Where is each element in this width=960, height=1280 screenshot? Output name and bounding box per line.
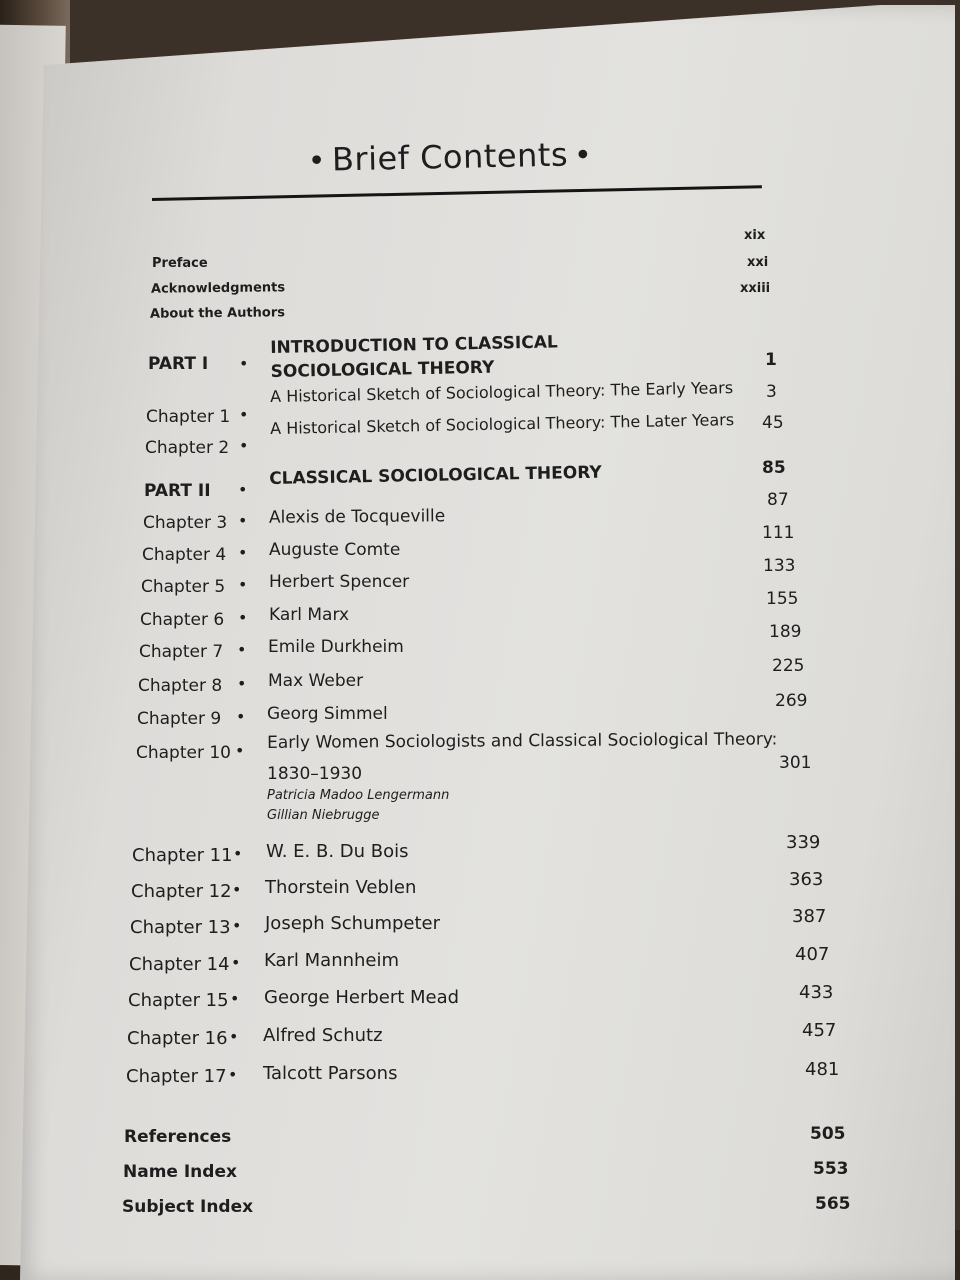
bullet: • — [236, 707, 246, 726]
bullet: • — [232, 880, 242, 899]
title-bullet-right: • — [573, 138, 593, 174]
part-title: INTRODUCTION TO CLASSICAL SOCIOLOGICAL THEORY — [270, 332, 558, 382]
chapter-title: A Historical Sketch of Sociological Theory: The Early Years — [270, 378, 734, 406]
back-matter-page: 505 — [810, 1124, 846, 1144]
chapter-title: Max Weber — [268, 671, 364, 691]
chapter-page: 433 — [799, 982, 834, 1003]
bullet: • — [239, 436, 249, 455]
page-title — [300, 135, 601, 179]
page-title-text: Brief Contents — [331, 135, 569, 179]
part-title: CLASSICAL SOCIOLOGICAL THEORY — [269, 462, 602, 489]
chapter-page: 339 — [786, 832, 821, 853]
chapter-page: 363 — [789, 869, 824, 890]
chapter-title: Karl Marx — [269, 605, 350, 625]
part-label: PART II — [144, 481, 211, 501]
title-rule — [152, 185, 762, 201]
bullet: • — [230, 989, 240, 1008]
chapter-label: Chapter 17 — [126, 1066, 227, 1087]
bullet: • — [239, 405, 249, 424]
chapter-title: Emile Durkheim — [268, 637, 404, 657]
chapter-title: Joseph Schumpeter — [265, 913, 441, 934]
chapter-title: W. E. B. Du Bois — [266, 841, 409, 862]
chapter-label: Chapter 5 — [141, 577, 226, 597]
chapter-label: Chapter 6 — [140, 610, 225, 630]
part-page: 85 — [762, 458, 786, 478]
chapter-page: 133 — [763, 556, 796, 576]
chapter-title: Alfred Schutz — [263, 1025, 383, 1046]
chapter-label: Chapter 14 — [129, 954, 230, 975]
chapter-label: Chapter 11 — [132, 845, 233, 866]
chapter-label: Chapter 15 — [128, 990, 229, 1011]
part-label: PART I — [148, 354, 209, 374]
chapter-title: Thorstein Veblen — [265, 877, 417, 898]
chapter-title: Auguste Comte — [269, 540, 401, 560]
back-matter-page: 553 — [813, 1159, 849, 1179]
bullet: • — [233, 844, 243, 863]
chapter-page: 269 — [775, 691, 808, 711]
chapter-title-line2: 1830–1930 — [267, 764, 363, 784]
bullet: • — [235, 741, 245, 760]
chapter-label: Chapter 16 — [127, 1028, 228, 1049]
title-bullet-left: • — [307, 143, 327, 179]
bullet: • — [238, 575, 248, 594]
chapter-page: 457 — [802, 1020, 837, 1041]
back-matter-page: 565 — [815, 1194, 851, 1214]
chapter-page: 301 — [779, 753, 812, 773]
front-matter-label: Preface — [152, 256, 208, 271]
front-matter-page: xxiii — [740, 281, 771, 296]
chapter-label: Chapter 10 — [136, 743, 232, 763]
bullet: • — [229, 1027, 239, 1046]
front-matter-page: xxi — [747, 255, 769, 270]
chapter-title: Alexis de Tocqueville — [268, 506, 446, 528]
chapter-label: Chapter 4 — [142, 545, 227, 565]
chapter-page: 155 — [766, 589, 799, 609]
bullet: • — [232, 916, 242, 935]
bullet: • — [237, 640, 247, 659]
bullet: • — [228, 1065, 238, 1084]
front-matter-page: xix — [744, 228, 766, 243]
chapter-label: Chapter 9 — [137, 709, 222, 729]
chapter-label: Chapter 3 — [143, 513, 228, 533]
chapter-page: 225 — [772, 656, 805, 676]
chapter-title: Georg Simmel — [267, 704, 388, 724]
back-matter-label: Name Index — [123, 1162, 237, 1182]
bullet: • — [238, 511, 248, 530]
back-matter-label: References — [124, 1127, 232, 1147]
chapter-author: Gillian Niebrugge — [267, 808, 380, 823]
chapter-page: 189 — [769, 622, 802, 642]
chapter-title: George Herbert Mead — [264, 987, 460, 1008]
bullet: • — [239, 354, 249, 373]
bullet: • — [237, 674, 247, 693]
chapter-page: 3 — [766, 382, 777, 402]
front-matter-label: About the Authors — [149, 305, 286, 322]
bullet: • — [238, 543, 248, 562]
chapter-page: 481 — [805, 1059, 840, 1080]
chapter-page: 407 — [795, 944, 830, 965]
chapter-label: Chapter 7 — [139, 642, 224, 662]
back-matter-label: Subject Index — [122, 1197, 254, 1217]
chapter-title: Early Women Sociologists and Classical Sociological Theory: — [267, 729, 778, 753]
chapter-label: Chapter 13 — [130, 917, 231, 938]
chapter-page: 87 — [767, 490, 789, 510]
chapter-page: 111 — [762, 523, 795, 543]
chapter-label: Chapter 2 — [145, 438, 230, 458]
chapter-label: Chapter 8 — [138, 676, 223, 696]
chapter-author: Patricia Madoo Lengermann — [267, 788, 450, 803]
bullet: • — [238, 480, 248, 499]
chapter-title: A Historical Sketch of Sociological Theory: The Later Years — [270, 410, 735, 438]
chapter-label: Chapter 12 — [131, 881, 232, 902]
front-matter-label: Acknowledgments — [150, 280, 286, 297]
bullet: • — [238, 608, 248, 627]
part-page: 1 — [765, 350, 777, 370]
chapter-title: Karl Mannheim — [264, 950, 400, 971]
chapter-page: 387 — [792, 906, 827, 927]
chapter-title: Herbert Spencer — [269, 572, 410, 592]
chapter-page: 45 — [762, 413, 784, 433]
chapter-label: Chapter 1 — [146, 407, 231, 427]
chapter-title: Talcott Parsons — [263, 1063, 398, 1084]
bullet: • — [231, 953, 241, 972]
